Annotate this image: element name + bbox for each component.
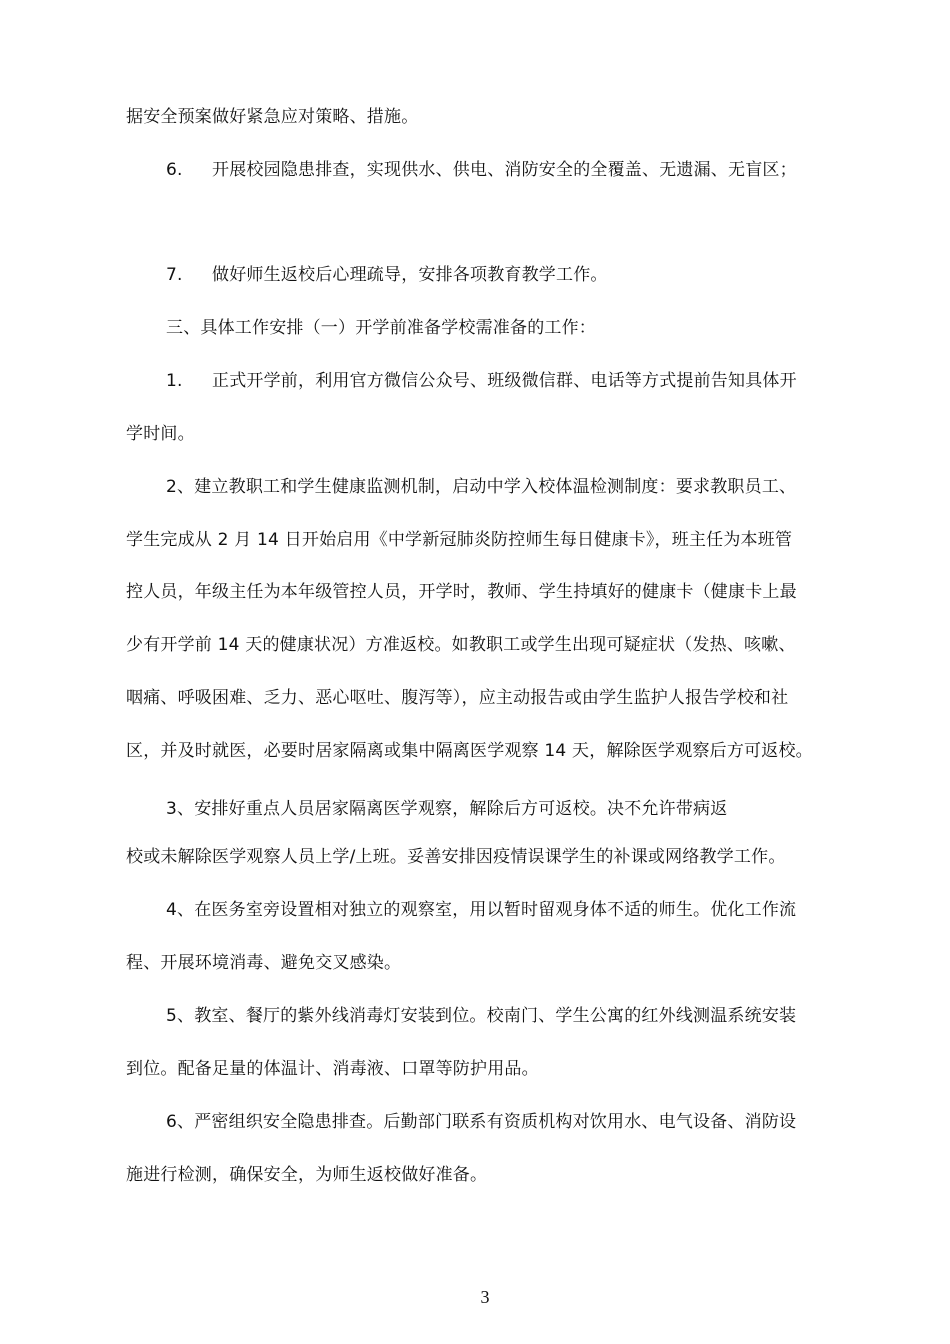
text-line: 区，并及时就医，必要时居家隔离或集中隔离医学观察 14 天，解除医学观察后方可返校。 [126,741,813,761]
text-line: 程、开展环境消毒、避免交叉感染。 [126,953,402,973]
item-number: 1. [166,371,183,391]
numbered-item-7 [166,263,608,287]
text-line: 控人员，年级主任为本年级管控人员，开学时，教师、学生持填好的健康卡（健康卡上最 [126,582,797,602]
paragraph-line: 2、建立教职工和学生健康监测机制，启动中学入校体温检测制度：要求教职员工、 [166,477,797,497]
text-line: 据安全预案做好紧急应对策略、措施。 [126,107,419,127]
text-line: 学时间。 [126,424,195,444]
paragraph-line: 6、严密组织安全隐患排查。后勤部门联系有资质机构对饮用水、电气设备、消防设 [166,1112,797,1132]
text-line: 少有开学前 14 天的健康状况）方准返校。如教职工或学生出现可疑症状（发热、咳嗽、 [126,635,796,655]
item-number: 7. [166,265,183,285]
text-line: 校或未解除医学观察人员上学/上班。妥善安排因疫情误课学生的补课或网络教学工作。 [126,847,786,867]
paragraph-line: 5、教室、餐厅的紫外线消毒灯安装到位。校南门、学生公寓的红外线测温系统安装 [166,1006,797,1026]
item-number: 6. [166,160,183,180]
section-heading: 三、具体工作安排（一）开学前准备学校需准备的工作： [166,318,596,338]
numbered-item-1 [166,369,797,393]
text-line: 到位。配备足量的体温计、消毒液、口罩等防护用品。 [126,1059,539,1079]
text-line: 咽痛、呼吸困难、乏力、恶心呕吐、腹泻等），应主动报告或由学生监护人报告学校和社 [126,688,789,708]
paragraph-line: 4、在医务室旁设置相对独立的观察室，用以暂时留观身体不适的师生。优化工作流 [166,900,797,920]
page-number: 3 [480,1287,490,1307]
item-text: 开展校园隐患排查，实现供水、供电、消防安全的全覆盖、无遗漏、无盲区； [212,160,797,180]
numbered-item-6 [166,158,797,182]
item-text: 正式开学前，利用官方微信公众号、班级微信群、电话等方式提前告知具体开 [212,371,797,391]
paragraph-line: 3、安排好重点人员居家隔离医学观察，解除后方可返校。决不允许带病返 [166,799,728,819]
item-text: 做好师生返校后心理疏导，安排各项教育教学工作。 [212,265,608,285]
text-line: 施进行检测，确保安全，为师生返校做好准备。 [126,1165,488,1185]
text-line: 学生完成从 2 月 14 日开始启用《中学新冠肺炎防控师生每日健康卡》，班主任为本班管 [126,530,793,550]
